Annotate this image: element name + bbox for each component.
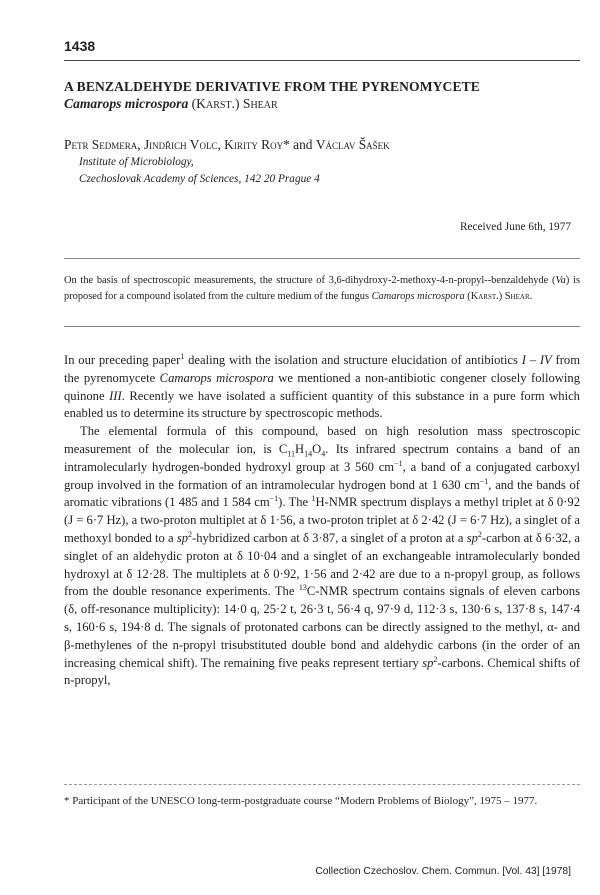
p2-text-k: C-NMR spectrum contains signals of eleven carbons (δ, off-resonance multiplicity): 14·0 q, 25·2 t, 26·3 t, 56·4 q, 97·9 d, 112·3 s, 130·6 s, 137·8 s, 147·4 s, 160·6 s, 194·8 d. The signals of protonated carbons can be directly assigned to the methyl, α- and β-methylenes of the n-propyl trisubstituted double bond and aldehydic carbons (in the order of an increasing chemical shift). The remaining five peaks represent tertiary bbox=[64, 584, 580, 670]
p2-text-c: O bbox=[312, 441, 322, 456]
p1-text-c: from the pyrenomycete bbox=[64, 353, 580, 385]
abstract-text-2: ) is proposed for a compound isolated from the culture medium of the fungus bbox=[64, 275, 580, 302]
author-3: Kirity Roy* bbox=[224, 137, 290, 152]
reference-marker: 1 bbox=[180, 351, 185, 361]
header-rule bbox=[64, 60, 580, 61]
p2-text-j: -carbon at δ 6·32, a singlet of an aldehydic proton at δ 10·04 and a singlet of an exchangeable intramolecularly bonded hydroxyl at δ 12·28. The multiplets at δ 0·92, 1·56 and 2·42 are due to a n-propyl group, as follows from the double resonance experiments. The bbox=[64, 530, 580, 599]
p2-text-d: . Its infrared spectrum contains a band of an intramolecularly hydrogen-bonded hydroxyl group at 3 560 cm bbox=[64, 441, 580, 474]
sp-sup-3: 2 bbox=[433, 654, 438, 664]
author-1: Petr Sedmera, bbox=[64, 137, 141, 152]
unit-sup-1: −1 bbox=[394, 458, 403, 468]
paragraph-1 bbox=[64, 352, 580, 423]
p2-sp-3: sp bbox=[422, 655, 434, 670]
footnote-rule bbox=[64, 784, 580, 785]
abstract-bottom-rule bbox=[64, 326, 580, 327]
p2-text-f: , and the bands of aromatic vibrations (1 485 and 1 584 cm bbox=[64, 477, 581, 510]
abstract-authority: (Karst.) Shear. bbox=[467, 291, 533, 302]
footnote: * Participant of the UNESCO long-term-postgraduate course “Modern Problems of Biology”, 1975 – 1977. bbox=[64, 795, 538, 807]
abstract-species: Camarops microspora bbox=[371, 291, 465, 302]
p1-species: Camarops microspora bbox=[159, 370, 274, 385]
p1-quinone: III bbox=[109, 388, 122, 403]
sp-sup-1: 2 bbox=[188, 529, 193, 539]
p1-text-e: . Recently we have isolated a sufficient quantity of this substance in a pure form which enabled us to determine its structure by spectroscopic methods. bbox=[64, 388, 580, 421]
nmr-sup-1h: 1 bbox=[311, 494, 316, 504]
p2-text-h: H-NMR spectrum displays a methyl triplet at δ 0·92 (J = 6·7 Hz), a two-proton multiplet at δ 1·56, a two-proton triplet at δ 2·42 (J = 6·7 Hz), a singlet of a methoxyl bonded to a bbox=[64, 495, 580, 545]
p1-text-b: dealing with the isolation and structure elucidation of antibiotics bbox=[184, 353, 522, 367]
author-and: and bbox=[293, 137, 313, 152]
affiliation-line-1: Institute of Microbiology, bbox=[79, 156, 194, 168]
author-4: Václav Šašek bbox=[315, 137, 390, 152]
title-authority: (Karst.) Shear bbox=[191, 96, 278, 111]
p2-sp-1: sp bbox=[176, 530, 189, 545]
p2-text-e: , a band of a conjugated carboxyl group involved in the formation of an intramolecular hydrogen bond at 1 630 cm bbox=[64, 459, 580, 492]
p1-text-d: we mentioned a non-antibiotic congener closely following quinone bbox=[64, 370, 580, 403]
author-list bbox=[64, 137, 544, 153]
p1-text-a: In our preceding paper bbox=[64, 353, 181, 367]
p2-text-i: -hybridized carbon at δ 3·87, a singlet of a proton at a bbox=[192, 530, 467, 545]
abstract bbox=[64, 273, 580, 305]
p2-text-l: -carbons. Chemical shifts of n-propyl, bbox=[64, 655, 580, 688]
received-date: Received June 6th, 1977 bbox=[459, 221, 571, 233]
formula-sub-h: 14 bbox=[304, 449, 313, 459]
affiliation-line-2: Czechoslovak Academy of Sciences, 142 20 Prague 4 bbox=[79, 173, 320, 185]
sp-sup-2: 2 bbox=[477, 529, 482, 539]
nmr-sup-13c: 13 bbox=[298, 583, 307, 593]
abstract-compound: Va bbox=[555, 275, 566, 286]
title-species: Camarops microspora bbox=[64, 96, 189, 111]
formula-sub-o: 4 bbox=[321, 449, 326, 459]
page-number: 1438 bbox=[64, 38, 96, 54]
author-2: Jindřich Volc, bbox=[143, 137, 221, 152]
article-title: A BENZALDEHYDE DERIVATIVE FROM THE PYRENOMYCETE bbox=[64, 79, 480, 94]
unit-sup-2: −1 bbox=[479, 476, 489, 486]
abstract-text-1: On the basis of spectroscopic measurements, the structure of 3,6-dihydroxy-2-methoxy-4-n-propyl--benzaldehyde ( bbox=[64, 275, 556, 286]
abstract-top-rule bbox=[64, 258, 580, 259]
p2-text-g: ). The bbox=[278, 495, 312, 510]
article-body bbox=[64, 352, 580, 690]
p2-text-a: The elemental formula of this compound, based on high resolution mass spectroscopic measurement of the molecular ion, is C bbox=[64, 424, 580, 456]
unit-sup-3: −1 bbox=[269, 494, 279, 504]
p1-compounds: I – IV bbox=[521, 353, 552, 367]
p2-sp-2: sp bbox=[466, 530, 478, 545]
journal-footer: Collection Czechoslov. Chem. Commun. [Vol. 43] [1978] bbox=[315, 866, 571, 877]
p2-text-b: H bbox=[295, 441, 305, 456]
article-subtitle bbox=[64, 96, 544, 112]
formula-sub-c: 11 bbox=[287, 449, 296, 459]
paragraph-2 bbox=[64, 423, 580, 690]
